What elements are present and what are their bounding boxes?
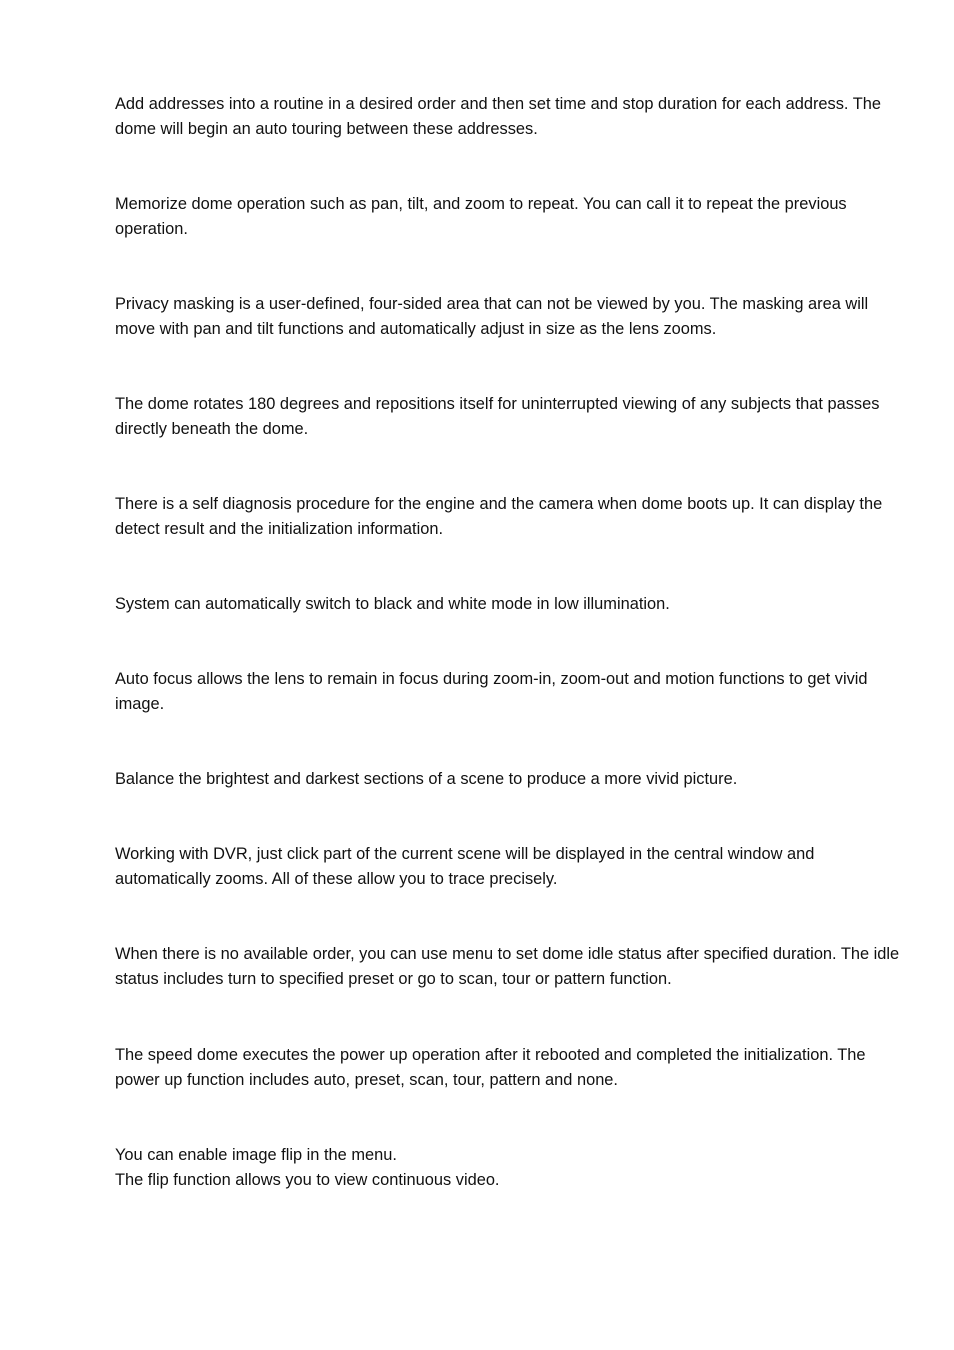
paragraph-line: The flip function allows you to view continuous video.	[115, 1171, 500, 1189]
paragraph-line: Auto focus allows the lens to remain in focus during zoom-in, zoom-out and motion functions to get vivid	[115, 670, 868, 688]
paragraph-line: Working with DVR, just click part of the current scene will be displayed in the central window and	[115, 845, 815, 863]
paragraph-image-flip	[115, 1143, 930, 1193]
paragraph-line: Privacy masking is a user-defined, four-sided area that can not be viewed by you. The masking area will	[115, 295, 869, 313]
paragraph-line: power up function includes auto, preset, scan, tour, pattern and none.	[115, 1071, 618, 1089]
paragraph-line: move with pan and tilt functions and automatically adjust in size as the lens zooms.	[115, 320, 717, 338]
paragraph-line: Balance the brightest and darkest sections of a scene to produce a more vivid picture.	[115, 770, 738, 788]
paragraph-line: When there is no available order, you can use menu to set dome idle status after specified duration. The idle	[115, 945, 900, 963]
paragraph-pattern	[115, 192, 930, 242]
paragraph-line: Add addresses into a routine in a desired order and then set time and stop duration for each address. The	[115, 95, 881, 113]
paragraph-line: There is a self diagnosis procedure for the engine and the camera when dome boots up. It can display the	[115, 495, 883, 513]
paragraph-line: Memorize dome operation such as pan, tilt, and zoom to repeat. You can call it to repeat the previous	[115, 195, 847, 213]
paragraph-3d-positioning	[115, 842, 930, 892]
paragraph-auto-focus	[115, 667, 930, 717]
paragraph-line: operation.	[115, 220, 188, 238]
paragraph-line: detect result and the initialization information.	[115, 520, 443, 538]
paragraph-power-up	[115, 1043, 930, 1093]
paragraph-line: image.	[115, 695, 165, 713]
paragraph-privacy-masking	[115, 292, 930, 342]
paragraph-self-diagnosis	[115, 492, 930, 542]
paragraph-auto-flip	[115, 392, 930, 442]
paragraph-line: System can automatically switch to black and white mode in low illumination.	[115, 595, 670, 613]
paragraph-tour	[115, 92, 930, 142]
paragraph-line: The speed dome executes the power up operation after it rebooted and completed the initialization. The	[115, 1046, 866, 1064]
paragraph-wide-dynamic-range	[115, 767, 930, 792]
paragraph-line: The dome rotates 180 degrees and repositions itself for uninterrupted viewing of any subjects that passes	[115, 395, 880, 413]
paragraph-day-night	[115, 592, 930, 617]
paragraph-line: status includes turn to specified preset or go to scan, tour or pattern function.	[115, 970, 672, 988]
paragraph-line: automatically zooms. All of these allow you to trace precisely.	[115, 870, 558, 888]
paragraph-line: You can enable image flip in the menu.	[115, 1146, 397, 1164]
paragraph-line: directly beneath the dome.	[115, 420, 309, 438]
paragraph-idle-motion	[115, 942, 930, 992]
paragraph-line: dome will begin an auto touring between these addresses.	[115, 120, 538, 138]
